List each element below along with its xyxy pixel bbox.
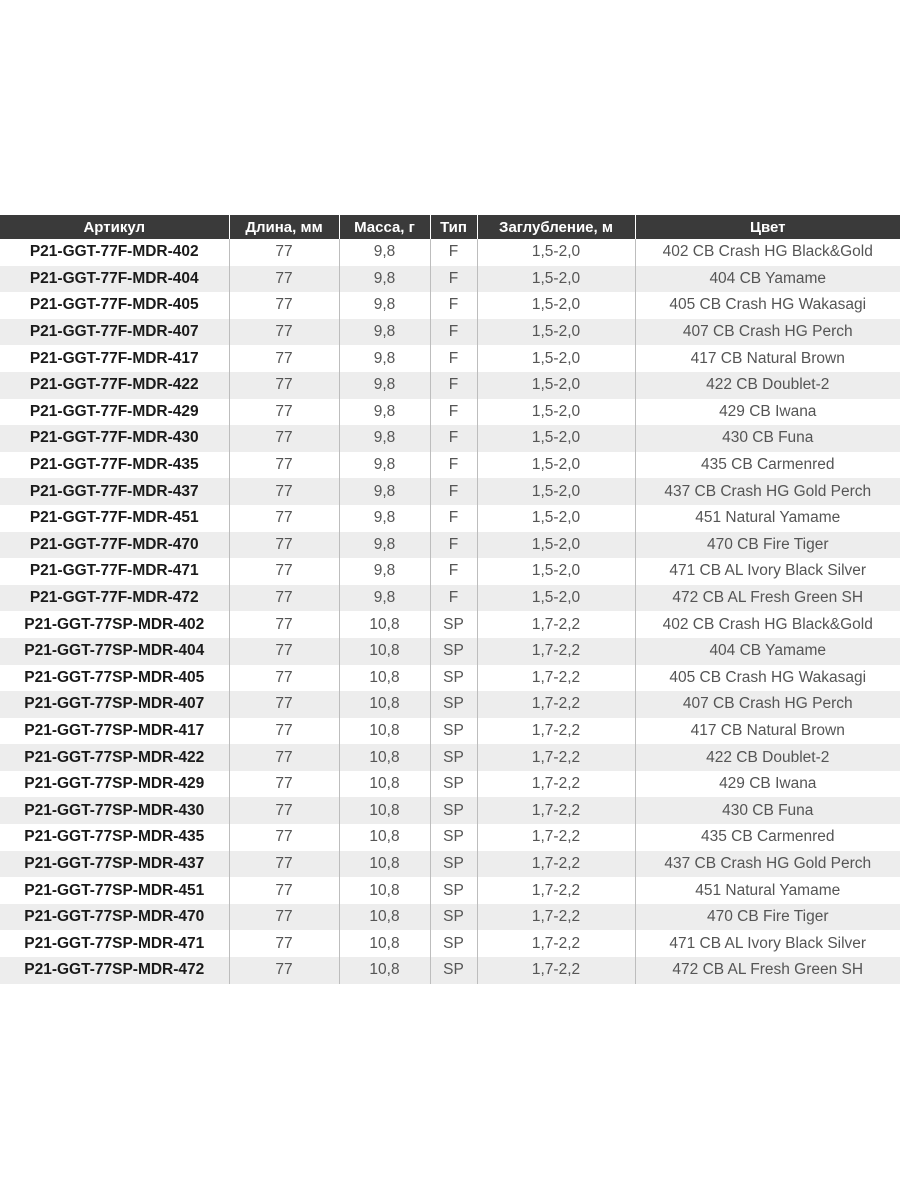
cell-sku: P21-GGT-77F-MDR-429 — [0, 399, 229, 426]
header-color: Цвет — [635, 215, 900, 239]
cell-type: SP — [430, 824, 477, 851]
cell-mass: 9,8 — [339, 239, 430, 266]
cell-type: SP — [430, 744, 477, 771]
cell-length: 77 — [229, 638, 339, 665]
table-row — [0, 877, 900, 904]
cell-length: 77 — [229, 771, 339, 798]
cell-color: 451 Natural Yamame — [635, 877, 900, 904]
table-row — [0, 718, 900, 745]
table-row — [0, 478, 900, 505]
cell-color: 471 CB AL Ivory Black Silver — [635, 558, 900, 585]
cell-depth: 1,7-2,2 — [477, 957, 635, 984]
cell-color: 417 CB Natural Brown — [635, 718, 900, 745]
table-row — [0, 824, 900, 851]
cell-sku: P21-GGT-77SP-MDR-470 — [0, 904, 229, 931]
cell-depth: 1,7-2,2 — [477, 665, 635, 692]
cell-color: 405 CB Crash HG Wakasagi — [635, 665, 900, 692]
table-row — [0, 930, 900, 957]
cell-type: SP — [430, 851, 477, 878]
cell-length: 77 — [229, 478, 339, 505]
table-row — [0, 239, 900, 266]
cell-mass: 10,8 — [339, 851, 430, 878]
cell-type: F — [430, 585, 477, 612]
cell-depth: 1,5-2,0 — [477, 505, 635, 532]
cell-color: 437 CB Crash HG Gold Perch — [635, 478, 900, 505]
table-row — [0, 452, 900, 479]
cell-sku: P21-GGT-77SP-MDR-429 — [0, 771, 229, 798]
cell-length: 77 — [229, 851, 339, 878]
cell-depth: 1,7-2,2 — [477, 930, 635, 957]
cell-sku: P21-GGT-77SP-MDR-402 — [0, 611, 229, 638]
cell-color: 430 CB Funa — [635, 797, 900, 824]
cell-color: 407 CB Crash HG Perch — [635, 691, 900, 718]
table-row — [0, 505, 900, 532]
cell-depth: 1,7-2,2 — [477, 824, 635, 851]
cell-length: 77 — [229, 505, 339, 532]
cell-length: 77 — [229, 691, 339, 718]
cell-mass: 10,8 — [339, 957, 430, 984]
table-row — [0, 372, 900, 399]
cell-mass: 10,8 — [339, 744, 430, 771]
cell-color: 435 CB Carmenred — [635, 824, 900, 851]
cell-length: 77 — [229, 665, 339, 692]
cell-color: 422 CB Doublet-2 — [635, 744, 900, 771]
cell-type: F — [430, 266, 477, 293]
cell-sku: P21-GGT-77SP-MDR-405 — [0, 665, 229, 692]
header-type: Тип — [430, 215, 477, 239]
cell-mass: 9,8 — [339, 532, 430, 559]
cell-depth: 1,5-2,0 — [477, 372, 635, 399]
cell-type: F — [430, 292, 477, 319]
cell-type: F — [430, 345, 477, 372]
table-row — [0, 292, 900, 319]
cell-length: 77 — [229, 425, 339, 452]
table-row — [0, 532, 900, 559]
cell-depth: 1,5-2,0 — [477, 319, 635, 346]
cell-mass: 10,8 — [339, 771, 430, 798]
cell-length: 77 — [229, 319, 339, 346]
spec-table — [0, 215, 900, 984]
cell-depth: 1,7-2,2 — [477, 877, 635, 904]
header-sku: Артикул — [0, 215, 229, 239]
cell-length: 77 — [229, 824, 339, 851]
cell-sku: P21-GGT-77SP-MDR-422 — [0, 744, 229, 771]
table-row — [0, 691, 900, 718]
cell-type: F — [430, 319, 477, 346]
cell-color: 404 CB Yamame — [635, 638, 900, 665]
cell-mass: 9,8 — [339, 292, 430, 319]
cell-depth: 1,5-2,0 — [477, 399, 635, 426]
cell-type: SP — [430, 691, 477, 718]
cell-depth: 1,5-2,0 — [477, 425, 635, 452]
cell-type: F — [430, 532, 477, 559]
cell-color: 430 CB Funa — [635, 425, 900, 452]
cell-sku: P21-GGT-77SP-MDR-472 — [0, 957, 229, 984]
cell-depth: 1,5-2,0 — [477, 345, 635, 372]
table-row — [0, 665, 900, 692]
cell-sku: P21-GGT-77F-MDR-422 — [0, 372, 229, 399]
table-row — [0, 399, 900, 426]
cell-length: 77 — [229, 957, 339, 984]
cell-sku: P21-GGT-77F-MDR-470 — [0, 532, 229, 559]
cell-sku: P21-GGT-77F-MDR-407 — [0, 319, 229, 346]
table-row — [0, 266, 900, 293]
cell-depth: 1,5-2,0 — [477, 478, 635, 505]
table-row — [0, 611, 900, 638]
cell-sku: P21-GGT-77SP-MDR-417 — [0, 718, 229, 745]
cell-length: 77 — [229, 877, 339, 904]
cell-mass: 10,8 — [339, 877, 430, 904]
cell-sku: P21-GGT-77F-MDR-417 — [0, 345, 229, 372]
cell-sku: P21-GGT-77F-MDR-405 — [0, 292, 229, 319]
cell-depth: 1,7-2,2 — [477, 771, 635, 798]
cell-color: 429 CB Iwana — [635, 771, 900, 798]
cell-length: 77 — [229, 292, 339, 319]
cell-type: SP — [430, 930, 477, 957]
cell-color: 429 CB Iwana — [635, 399, 900, 426]
cell-sku: P21-GGT-77SP-MDR-451 — [0, 877, 229, 904]
header-row — [0, 215, 900, 239]
cell-mass: 9,8 — [339, 425, 430, 452]
cell-type: SP — [430, 904, 477, 931]
cell-length: 77 — [229, 611, 339, 638]
cell-depth: 1,5-2,0 — [477, 292, 635, 319]
cell-length: 77 — [229, 585, 339, 612]
cell-color: 422 CB Doublet-2 — [635, 372, 900, 399]
cell-length: 77 — [229, 239, 339, 266]
table-row — [0, 851, 900, 878]
cell-depth: 1,5-2,0 — [477, 239, 635, 266]
table-row — [0, 585, 900, 612]
cell-length: 77 — [229, 930, 339, 957]
cell-sku: P21-GGT-77SP-MDR-404 — [0, 638, 229, 665]
header-length: Длина, мм — [229, 215, 339, 239]
header-depth: Заглубление, м — [477, 215, 635, 239]
cell-sku: P21-GGT-77F-MDR-472 — [0, 585, 229, 612]
cell-color: 437 CB Crash HG Gold Perch — [635, 851, 900, 878]
table-header — [0, 215, 900, 239]
cell-depth: 1,5-2,0 — [477, 452, 635, 479]
cell-depth: 1,7-2,2 — [477, 691, 635, 718]
cell-length: 77 — [229, 345, 339, 372]
cell-mass: 10,8 — [339, 824, 430, 851]
cell-type: SP — [430, 718, 477, 745]
cell-depth: 1,5-2,0 — [477, 558, 635, 585]
table-row — [0, 425, 900, 452]
cell-type: F — [430, 505, 477, 532]
cell-length: 77 — [229, 399, 339, 426]
cell-sku: P21-GGT-77F-MDR-404 — [0, 266, 229, 293]
cell-length: 77 — [229, 452, 339, 479]
cell-depth: 1,7-2,2 — [477, 797, 635, 824]
table-row — [0, 797, 900, 824]
cell-length: 77 — [229, 532, 339, 559]
cell-sku: P21-GGT-77F-MDR-435 — [0, 452, 229, 479]
cell-color: 470 CB Fire Tiger — [635, 904, 900, 931]
table-row — [0, 771, 900, 798]
cell-type: F — [430, 478, 477, 505]
cell-sku: P21-GGT-77F-MDR-430 — [0, 425, 229, 452]
cell-color: 472 CB AL Fresh Green SH — [635, 585, 900, 612]
cell-color: 402 CB Crash HG Black&Gold — [635, 239, 900, 266]
cell-depth: 1,5-2,0 — [477, 532, 635, 559]
cell-sku: P21-GGT-77F-MDR-402 — [0, 239, 229, 266]
cell-length: 77 — [229, 266, 339, 293]
cell-mass: 9,8 — [339, 558, 430, 585]
cell-color: 417 CB Natural Brown — [635, 345, 900, 372]
cell-color: 451 Natural Yamame — [635, 505, 900, 532]
cell-depth: 1,7-2,2 — [477, 904, 635, 931]
cell-mass: 9,8 — [339, 399, 430, 426]
cell-length: 77 — [229, 372, 339, 399]
cell-color: 472 CB AL Fresh Green SH — [635, 957, 900, 984]
cell-type: F — [430, 239, 477, 266]
table-body — [0, 239, 900, 984]
cell-length: 77 — [229, 718, 339, 745]
cell-type: SP — [430, 665, 477, 692]
cell-mass: 10,8 — [339, 797, 430, 824]
cell-mass: 10,8 — [339, 904, 430, 931]
cell-mass: 9,8 — [339, 372, 430, 399]
cell-mass: 9,8 — [339, 585, 430, 612]
table-row — [0, 904, 900, 931]
cell-type: F — [430, 372, 477, 399]
cell-mass: 10,8 — [339, 611, 430, 638]
table-row — [0, 345, 900, 372]
cell-type: F — [430, 425, 477, 452]
cell-sku: P21-GGT-77F-MDR-437 — [0, 478, 229, 505]
cell-sku: P21-GGT-77SP-MDR-430 — [0, 797, 229, 824]
cell-length: 77 — [229, 744, 339, 771]
cell-sku: P21-GGT-77SP-MDR-435 — [0, 824, 229, 851]
cell-color: 407 CB Crash HG Perch — [635, 319, 900, 346]
cell-length: 77 — [229, 797, 339, 824]
cell-depth: 1,5-2,0 — [477, 585, 635, 612]
cell-type: F — [430, 452, 477, 479]
cell-mass: 10,8 — [339, 638, 430, 665]
cell-sku: P21-GGT-77SP-MDR-437 — [0, 851, 229, 878]
table-row — [0, 957, 900, 984]
cell-length: 77 — [229, 558, 339, 585]
cell-sku: P21-GGT-77F-MDR-471 — [0, 558, 229, 585]
cell-depth: 1,7-2,2 — [477, 851, 635, 878]
table-row — [0, 744, 900, 771]
cell-sku: P21-GGT-77SP-MDR-407 — [0, 691, 229, 718]
cell-color: 405 CB Crash HG Wakasagi — [635, 292, 900, 319]
cell-type: F — [430, 558, 477, 585]
table-row — [0, 638, 900, 665]
cell-mass: 10,8 — [339, 718, 430, 745]
cell-type: SP — [430, 638, 477, 665]
cell-color: 435 CB Carmenred — [635, 452, 900, 479]
cell-type: F — [430, 399, 477, 426]
cell-type: SP — [430, 611, 477, 638]
cell-sku: P21-GGT-77SP-MDR-471 — [0, 930, 229, 957]
cell-mass: 9,8 — [339, 478, 430, 505]
cell-depth: 1,7-2,2 — [477, 718, 635, 745]
cell-mass: 9,8 — [339, 505, 430, 532]
cell-mass: 9,8 — [339, 452, 430, 479]
cell-type: SP — [430, 957, 477, 984]
cell-depth: 1,7-2,2 — [477, 638, 635, 665]
header-mass: Масса, г — [339, 215, 430, 239]
cell-type: SP — [430, 771, 477, 798]
cell-length: 77 — [229, 904, 339, 931]
cell-mass: 10,8 — [339, 691, 430, 718]
cell-color: 471 CB AL Ivory Black Silver — [635, 930, 900, 957]
cell-depth: 1,7-2,2 — [477, 744, 635, 771]
cell-color: 404 CB Yamame — [635, 266, 900, 293]
cell-depth: 1,7-2,2 — [477, 611, 635, 638]
cell-sku: P21-GGT-77F-MDR-451 — [0, 505, 229, 532]
cell-mass: 9,8 — [339, 319, 430, 346]
cell-type: SP — [430, 877, 477, 904]
table-row — [0, 319, 900, 346]
cell-mass: 10,8 — [339, 665, 430, 692]
table-row — [0, 558, 900, 585]
cell-mass: 10,8 — [339, 930, 430, 957]
cell-mass: 9,8 — [339, 345, 430, 372]
cell-color: 402 CB Crash HG Black&Gold — [635, 611, 900, 638]
cell-depth: 1,5-2,0 — [477, 266, 635, 293]
cell-color: 470 CB Fire Tiger — [635, 532, 900, 559]
cell-mass: 9,8 — [339, 266, 430, 293]
cell-type: SP — [430, 797, 477, 824]
